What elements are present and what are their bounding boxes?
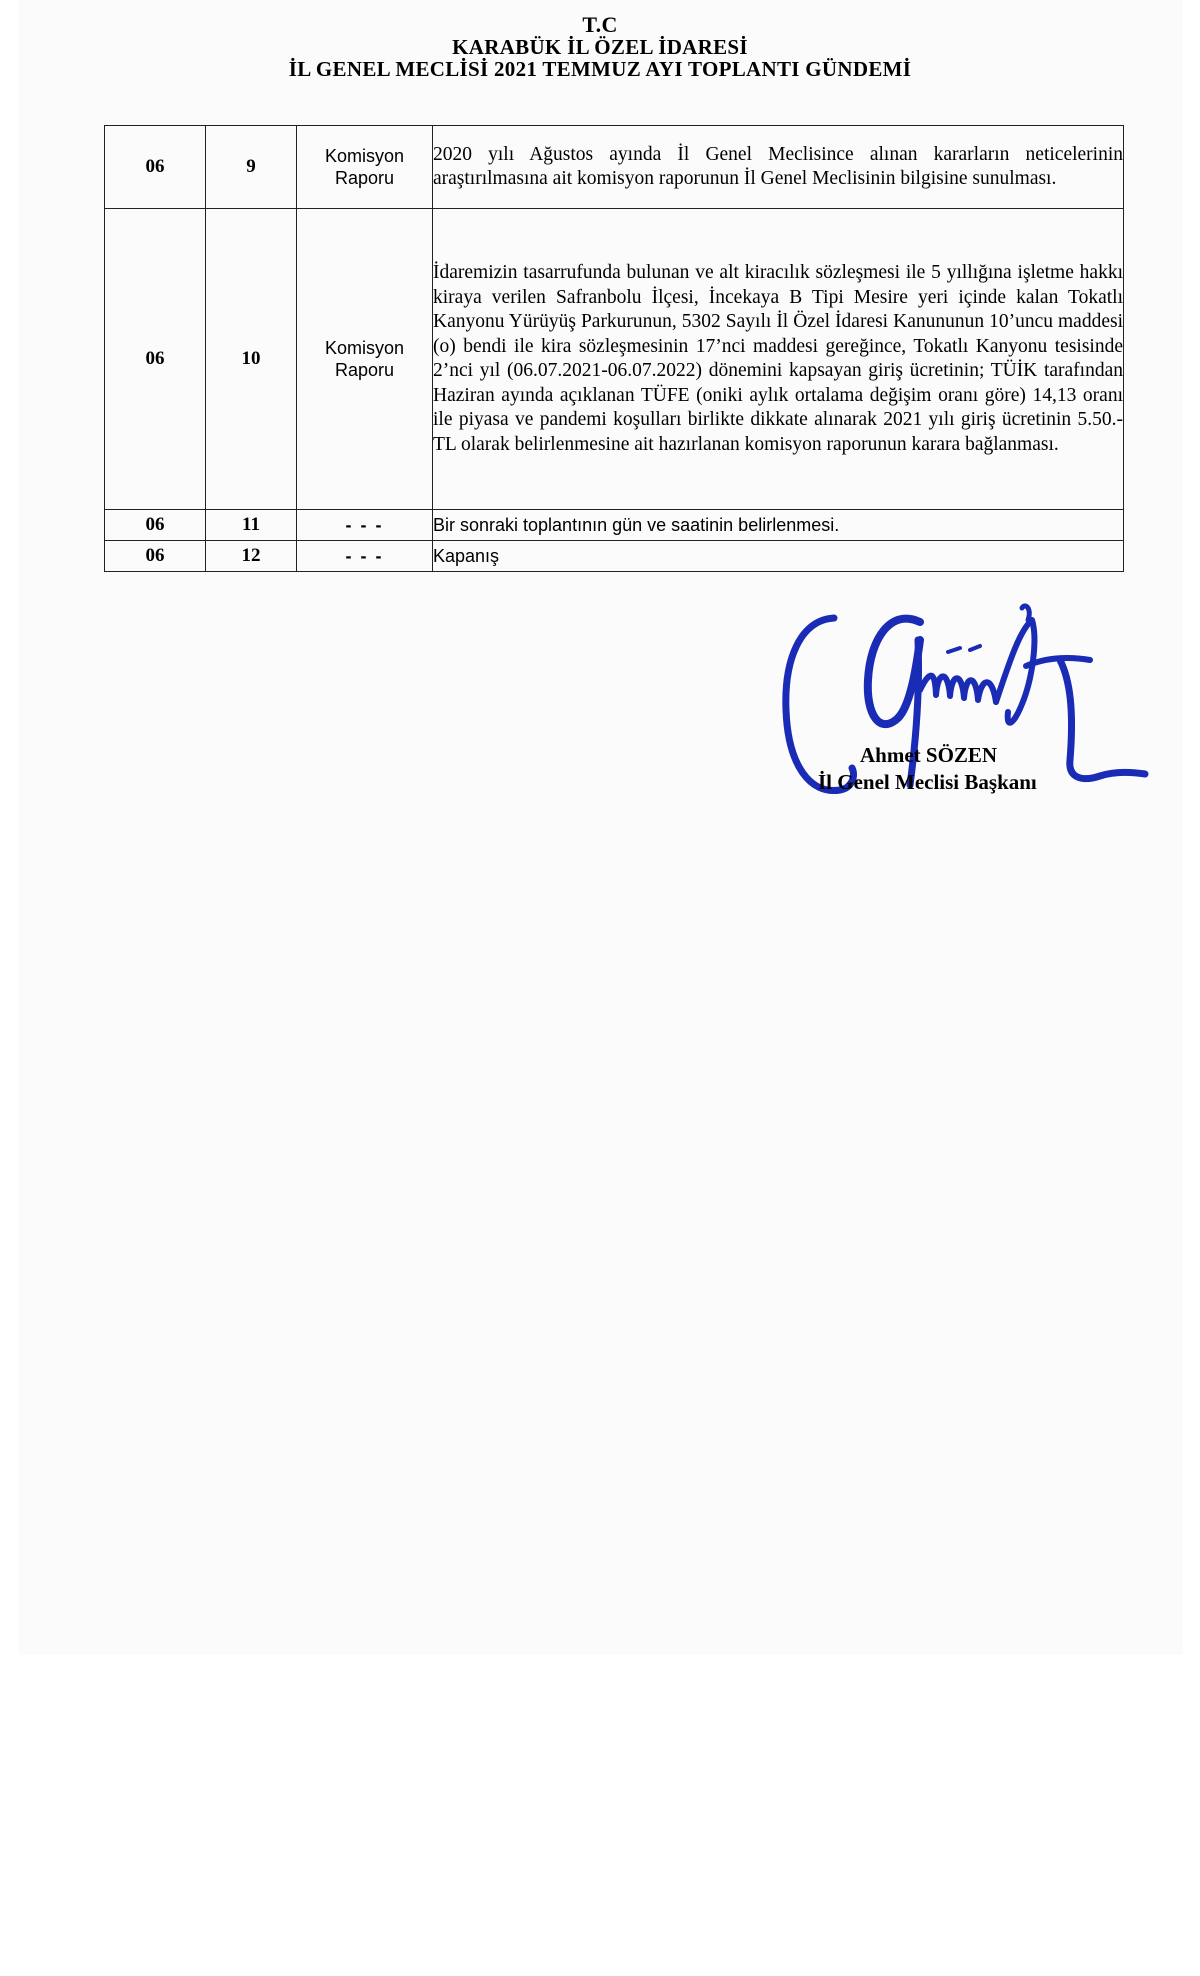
item-description: Bir sonraki toplantının gün ve saatinin belirlenmesi. bbox=[433, 510, 1124, 541]
signer-name: Ahmet SÖZEN bbox=[860, 743, 998, 767]
table-row bbox=[105, 510, 1124, 541]
item-number: 12 bbox=[206, 541, 297, 572]
session-number: 06 bbox=[105, 209, 206, 510]
item-description: Kapanış bbox=[433, 541, 1124, 572]
item-type: Komisyon Raporu bbox=[297, 126, 433, 209]
item-description: 2020 yılı Ağustos ayında İl Genel Meclisince alınan kararların neticelerinin araştırılmasına ait komisyon raporunun İl Genel Meclisinin bilgisine sunulması. bbox=[433, 126, 1124, 209]
header-line-tc: T.C bbox=[582, 12, 618, 37]
item-type: - - - bbox=[297, 541, 433, 572]
table-row bbox=[105, 126, 1124, 209]
session-number: 06 bbox=[105, 541, 206, 572]
session-number: 06 bbox=[105, 510, 206, 541]
document-header bbox=[0, 14, 1200, 80]
table-row bbox=[105, 209, 1124, 510]
item-number: 11 bbox=[206, 510, 297, 541]
header-line-agenda-title: İL GENEL MECLİSİ 2021 TEMMUZ AYI TOPLANTI GÜNDEMİ bbox=[288, 57, 912, 81]
signer-title: İl Genel Meclisi Başkanı bbox=[818, 770, 1037, 794]
header-line-institution: KARABÜK İL ÖZEL İDARESİ bbox=[452, 35, 748, 59]
item-number: 10 bbox=[206, 209, 297, 510]
item-type: Komisyon Raporu bbox=[297, 209, 433, 510]
item-description: İdaremizin tasarrufunda bulunan ve alt kiracılık sözleşmesi ile 5 yıllığına işletme hakkı kiraya verilen Safranbolu İlçesi, İncekaya B Tipi Mesire yeri içinde kalan Tokatlı Kanyonu Yürüyüş Parkurunun, 5302 Sayılı İl Özel İdaresi Kanununun 10’uncu maddesi (o) bendi ile kira sözleşmesinin 17’nci maddesi gereğince, Tokatlı Kanyonu tesisinde 2’nci yıl (06.07.2021-06.07.2022) dönemini kapsayan giriş ücretinin; TÜİK tarafından Haziran ayında açıklanan TÜFE (oniki aylık ortalama değişim oranı göre) 14,13 oranı ile piyasa ve pandemi koşulları birlikte dikkate alınarak 2021 yılı giriş ücretinin 5.50.- TL olarak belirlenmesine ait hazırlanan komisyon raporunun karara bağlanması. bbox=[433, 209, 1124, 510]
agenda-table bbox=[104, 125, 1124, 572]
item-type: - - - bbox=[297, 510, 433, 541]
table-row bbox=[105, 541, 1124, 572]
item-number: 9 bbox=[206, 126, 297, 209]
signature-block bbox=[770, 600, 1150, 820]
session-number: 06 bbox=[105, 126, 206, 209]
